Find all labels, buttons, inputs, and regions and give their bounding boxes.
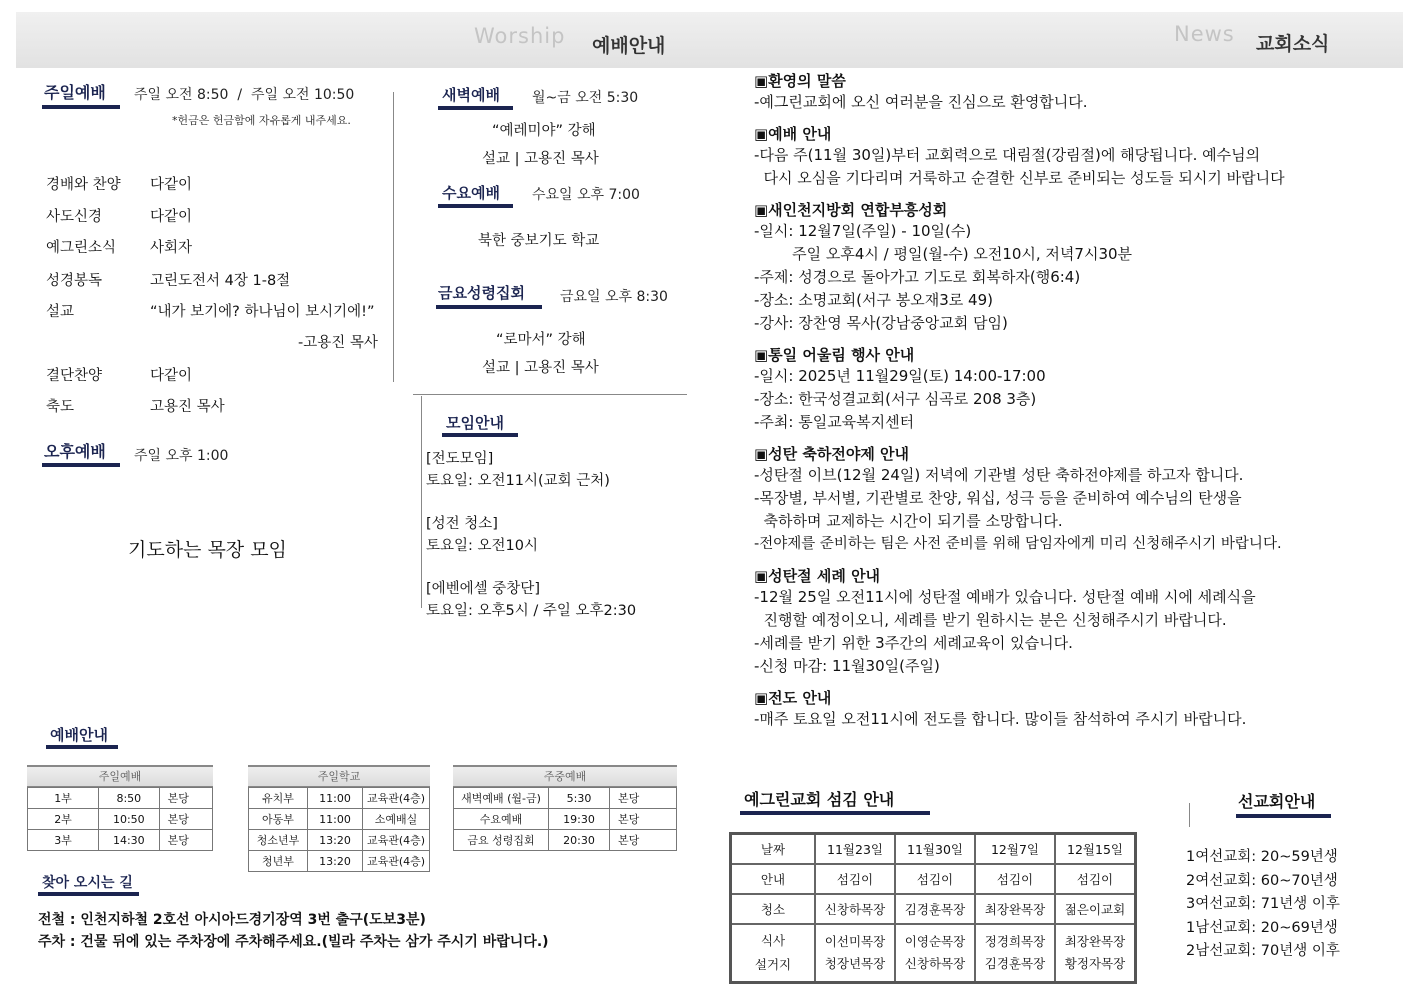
duty-group: 정경희목장	[984, 934, 1046, 949]
table-cell: 본당	[610, 830, 677, 851]
directions-underline	[38, 892, 139, 896]
news-line: -목장별, 부서별, 기관별로 찬양, 워십, 성극 등을 준비하여 예수님의 탄생을	[754, 489, 1242, 507]
table-cell: 안내	[731, 864, 816, 894]
news-line: 진행할 예정이오니, 세례를 받기 원하시는 분은 신청해주시기 바랍니다.	[754, 611, 1227, 629]
order-label: 설교	[46, 304, 75, 320]
news-title: ▣환영의 말씀	[754, 72, 846, 90]
section-divider	[413, 394, 687, 395]
duty-group: 신창하목장	[904, 956, 966, 971]
worship-header-ko: 예배안내	[592, 35, 666, 57]
table-cell: 섬김이	[895, 864, 975, 894]
news-title: ▣새인천지방회 연합부흥성회	[754, 201, 948, 219]
table-cell: 10:50	[99, 809, 160, 830]
table-header-cell: 11월30일	[895, 834, 975, 865]
news-line: -전야제를 준비하는 팀은 사전 준비를 위해 담임자에게 미리 신청해주시기 바랍니다.	[754, 536, 1282, 552]
news-line: 축하하며 교제하는 시간이 되기를 소망합니다.	[754, 512, 1063, 530]
news-line: -성탄절 이브(12월 24일) 저녁에 기관별 성탄 축하전야제를 하고자 합니다.	[754, 466, 1244, 484]
table-cell: 청소	[731, 894, 816, 924]
order-label: 예그린소식	[46, 240, 117, 256]
wednesday-underline	[438, 204, 513, 208]
table-cell: 김경훈목장	[895, 894, 975, 924]
order-value: 사회자	[150, 240, 193, 256]
order-label: 사도신경	[46, 209, 103, 225]
news-list	[754, 70, 1394, 731]
directions-subway: 전철 : 인천지하철 2호선 아시아드경기장역 3번 출구(도보3분)	[38, 912, 426, 928]
duty-group: 황정자목장	[1064, 956, 1126, 971]
duty-group: 이선미목장	[824, 934, 886, 949]
weekday-schedule-table	[453, 765, 677, 851]
table-cell: 11:00	[308, 809, 363, 830]
meeting-name: [성전 청소]	[426, 516, 498, 532]
friday-series: “로마서” 강해	[496, 332, 586, 348]
table-row	[731, 894, 1136, 924]
news-line: -강사: 장찬영 목사(강남중앙교회 담임)	[754, 314, 1008, 332]
news-title: ▣예배 안내	[754, 125, 832, 143]
duty-underline	[740, 811, 930, 815]
duty-title: 예그린교회 섬김 안내	[744, 790, 895, 809]
offering-note: *헌금은 헌금함에 자유롭게 내주세요.	[172, 114, 351, 127]
news-title: ▣통일 어울림 행사 안내	[754, 346, 915, 364]
news-line: -예그린교회에 오신 여러분을 진심으로 환영합니다.	[754, 93, 1088, 111]
meetings-underline	[442, 433, 518, 437]
table-cell: 11:00	[308, 788, 363, 809]
order-label: 경배와 찬양	[46, 177, 121, 193]
table-row	[731, 834, 1136, 865]
table-cell: 유치부	[249, 788, 308, 809]
order-label: 성경봉독	[46, 273, 103, 289]
order-value: 고용진 목사	[150, 399, 225, 415]
meeting-name: [전도모임]	[426, 451, 494, 467]
missions-list	[1186, 846, 1340, 964]
table-cell	[815, 924, 895, 983]
news-line: -장소: 소명교회(서구 봉오재3로 49)	[754, 291, 993, 309]
duty-group: 최장완목장	[1064, 934, 1126, 949]
news-line: -12월 25일 오전11시에 성탄절 예배가 있습니다. 성탄절 예배 시에 세례식을	[754, 588, 1256, 606]
table-cell: 새벽예배 (월-금)	[454, 788, 549, 809]
table-cell	[1055, 924, 1136, 983]
table-cell: 최장완목장	[975, 894, 1055, 924]
news-line: -다음 주(11월 30일)부터 교회력으로 대림절(강림절)에 해당됩니다. 예수님의	[754, 146, 1261, 164]
table-row	[28, 830, 213, 851]
mission-item: 1여선교회: 20~59년생	[1186, 849, 1338, 865]
mission-item: 1남선교회: 20~69년생	[1186, 919, 1338, 936]
table-cell: 본당	[610, 809, 677, 830]
sermon-title: “내가 보기에? 하나님이 보시기에!”	[150, 304, 375, 320]
dawn-preacher: 설교 | 고용진 목사	[482, 151, 599, 167]
news-line: -일시: 12월7일(주일) - 10일(수)	[754, 222, 972, 240]
meeting-detail: 토요일: 오전10시	[426, 538, 538, 554]
mission-item: 2여선교회: 60~70년생	[1186, 872, 1338, 889]
table-header-cell: 11월23일	[815, 834, 895, 865]
guide-underline	[46, 745, 118, 749]
sunday-underline	[42, 105, 120, 109]
news-line: -매주 토요일 오전11시에 전도를 합니다. 많이들 참석하여 주시기 바랍니다.	[754, 710, 1247, 728]
table-cell: 3부	[28, 830, 99, 851]
mission-item: 2남선교회: 70년생 이후	[1186, 943, 1340, 959]
duty-table	[729, 832, 1137, 984]
table-cell: 13:20	[308, 830, 363, 851]
duty-group: 김경훈목장	[984, 956, 1046, 971]
friday-preacher: 설교 | 고용진 목사	[482, 360, 599, 376]
friday-time: 금요일 오후 8:30	[560, 289, 668, 305]
table-cell: 13:20	[308, 851, 363, 872]
table-cell: 교육관(4층)	[363, 851, 430, 872]
news-title: ▣성탄절 세례 안내	[754, 567, 881, 585]
dawn-series: “예레미야” 강해	[492, 123, 596, 139]
table-header-cell: 날짜	[731, 834, 816, 865]
table-cell: 금요 성령집회	[454, 830, 549, 851]
table-caption: 주일예배	[27, 765, 213, 787]
table-header-cell: 12월15일	[1055, 834, 1136, 865]
table-cell: 14:30	[99, 830, 160, 851]
meeting-detail: 토요일: 오후5시 / 주일 오후2:30	[426, 603, 637, 619]
duty-role: 설거지	[754, 957, 792, 972]
table-row	[249, 788, 430, 809]
table-row	[731, 864, 1136, 894]
friday-title: 금요성령집회	[438, 284, 525, 302]
table-cell: 청년부	[249, 851, 308, 872]
table-cell: 섬김이	[975, 864, 1055, 894]
table-cell: 1부	[28, 788, 99, 809]
table-row	[454, 809, 677, 830]
news-item	[754, 344, 1394, 434]
friday-underline	[436, 305, 542, 309]
table-cell: 소예배실	[363, 809, 430, 830]
table-cell: 아동부	[249, 809, 308, 830]
news-line: -신청 마감: 11월30일(주일)	[754, 657, 940, 675]
missions-divider	[1189, 803, 1190, 827]
missions-underline	[1236, 814, 1331, 818]
table-cell	[895, 924, 975, 983]
meeting-name: [에벤에셀 중창단]	[426, 581, 540, 597]
news-title: ▣성탄 축하전야제 안내	[754, 445, 910, 463]
table-cell: 8:50	[99, 788, 160, 809]
news-item	[754, 687, 1394, 731]
order-value: 다같이	[150, 368, 193, 384]
news-line: 다시 오심을 기다리며 거룩하고 순결한 신부로 준비되는 성도들 되시기 바랍니다	[754, 169, 1285, 187]
table-cell: 청소년부	[249, 830, 308, 851]
sunday-time: 주일 오전 8:50 / 주일 오전 10:50	[134, 87, 355, 103]
order-label: 축도	[46, 399, 75, 415]
meeting-detail: 토요일: 오전11시(교회 근처)	[426, 473, 610, 489]
mission-item: 3여선교회: 71년생 이후	[1186, 896, 1340, 912]
table-cell: 젊은이교회	[1055, 894, 1136, 924]
table-header-cell: 12월7일	[975, 834, 1055, 865]
wednesday-title: 수요예배	[442, 184, 500, 202]
column-divider	[393, 92, 394, 382]
news-line: 주일 오후4시 / 평일(월-수) 오전10시, 저녁7시30분	[754, 245, 1133, 263]
guide-title: 예배안내	[50, 726, 108, 744]
news-header-ko: 교회소식	[1256, 33, 1330, 55]
table-caption: 주일학교	[248, 765, 430, 787]
news-header-en: News	[1174, 22, 1235, 46]
table-row	[249, 830, 430, 851]
duty-group: 청장년목장	[824, 956, 886, 971]
directions-parking: 주차 : 건물 뒤에 있는 주차장에 주차해주세요.(빌라 주차는 삼가 주시기 바랍니다.)	[38, 934, 549, 950]
dawn-underline	[438, 106, 513, 110]
afternoon-time: 주일 오후 1:00	[134, 448, 229, 464]
sunday-schedule-table	[27, 765, 213, 851]
afternoon-title: 오후예배	[44, 442, 106, 461]
order-value: 다같이	[150, 177, 193, 193]
afternoon-underline	[42, 463, 120, 467]
table-row	[731, 924, 1136, 983]
news-item	[754, 70, 1394, 114]
table-cell: 20:30	[549, 830, 610, 851]
table-cell: 신창하목장	[815, 894, 895, 924]
table-cell	[975, 924, 1055, 983]
news-line: -주최: 통일교육복지센터	[754, 413, 915, 431]
duty-group: 이영순목장	[904, 934, 966, 949]
table-cell: 5:30	[549, 788, 610, 809]
dawn-title: 새벽예배	[442, 86, 500, 104]
missions-title: 선교회안내	[1238, 792, 1316, 811]
sermon-preacher: -고용진 목사	[298, 335, 378, 351]
sunday-title: 주일예배	[44, 83, 106, 102]
news-line: -일시: 2025년 11월29일(토) 14:00-17:00	[754, 367, 1046, 385]
wednesday-event: 북한 중보기도 학교	[478, 233, 600, 249]
meetings-title: 모임안내	[446, 414, 504, 432]
dawn-time: 월~금 오전 5:30	[532, 90, 639, 106]
table-cell: 수요예배	[454, 809, 549, 830]
news-line: -주제: 성경으로 돌아가고 기도로 회복하자(행6:4)	[754, 268, 1081, 286]
news-line: -세례를 받기 위한 3주간의 세례교육이 있습니다.	[754, 634, 1073, 652]
duty-role: 식사	[760, 933, 786, 948]
table-cell: 교육관(4층)	[363, 788, 430, 809]
table-row	[249, 809, 430, 830]
table-row	[249, 851, 430, 872]
table-cell: 본당	[159, 830, 212, 851]
order-value: 다같이	[150, 209, 193, 225]
news-title: ▣전도 안내	[754, 689, 832, 707]
table-cell: 섬김이	[1055, 864, 1136, 894]
directions-title: 찾아 오시는 길	[42, 875, 133, 891]
news-item	[754, 565, 1394, 678]
news-item	[754, 199, 1394, 335]
table-cell: 2부	[28, 809, 99, 830]
wednesday-time: 수요일 오후 7:00	[532, 187, 640, 203]
table-row	[454, 830, 677, 851]
table-row	[28, 809, 213, 830]
news-item	[754, 443, 1394, 556]
table-row	[454, 788, 677, 809]
news-item	[754, 123, 1394, 190]
table-cell: 19:30	[549, 809, 610, 830]
afternoon-event: 기도하는 목장 모임	[128, 539, 287, 561]
table-caption: 주중예배	[453, 765, 677, 787]
column-divider	[421, 396, 422, 608]
news-line: -장소: 한국성결교회(서구 심곡로 208 3층)	[754, 390, 1037, 408]
table-cell: 본당	[159, 809, 212, 830]
table-cell: 교육관(4층)	[363, 830, 430, 851]
sunday-school-table	[248, 765, 430, 872]
table-row	[28, 788, 213, 809]
table-cell: 본당	[610, 788, 677, 809]
worship-header-en: Worship	[474, 24, 566, 48]
order-value: 고린도전서 4장 1-8절	[150, 273, 291, 289]
order-label: 결단찬양	[46, 368, 103, 384]
table-cell: 본당	[159, 788, 212, 809]
table-cell: 섬김이	[815, 864, 895, 894]
table-cell	[731, 924, 816, 983]
